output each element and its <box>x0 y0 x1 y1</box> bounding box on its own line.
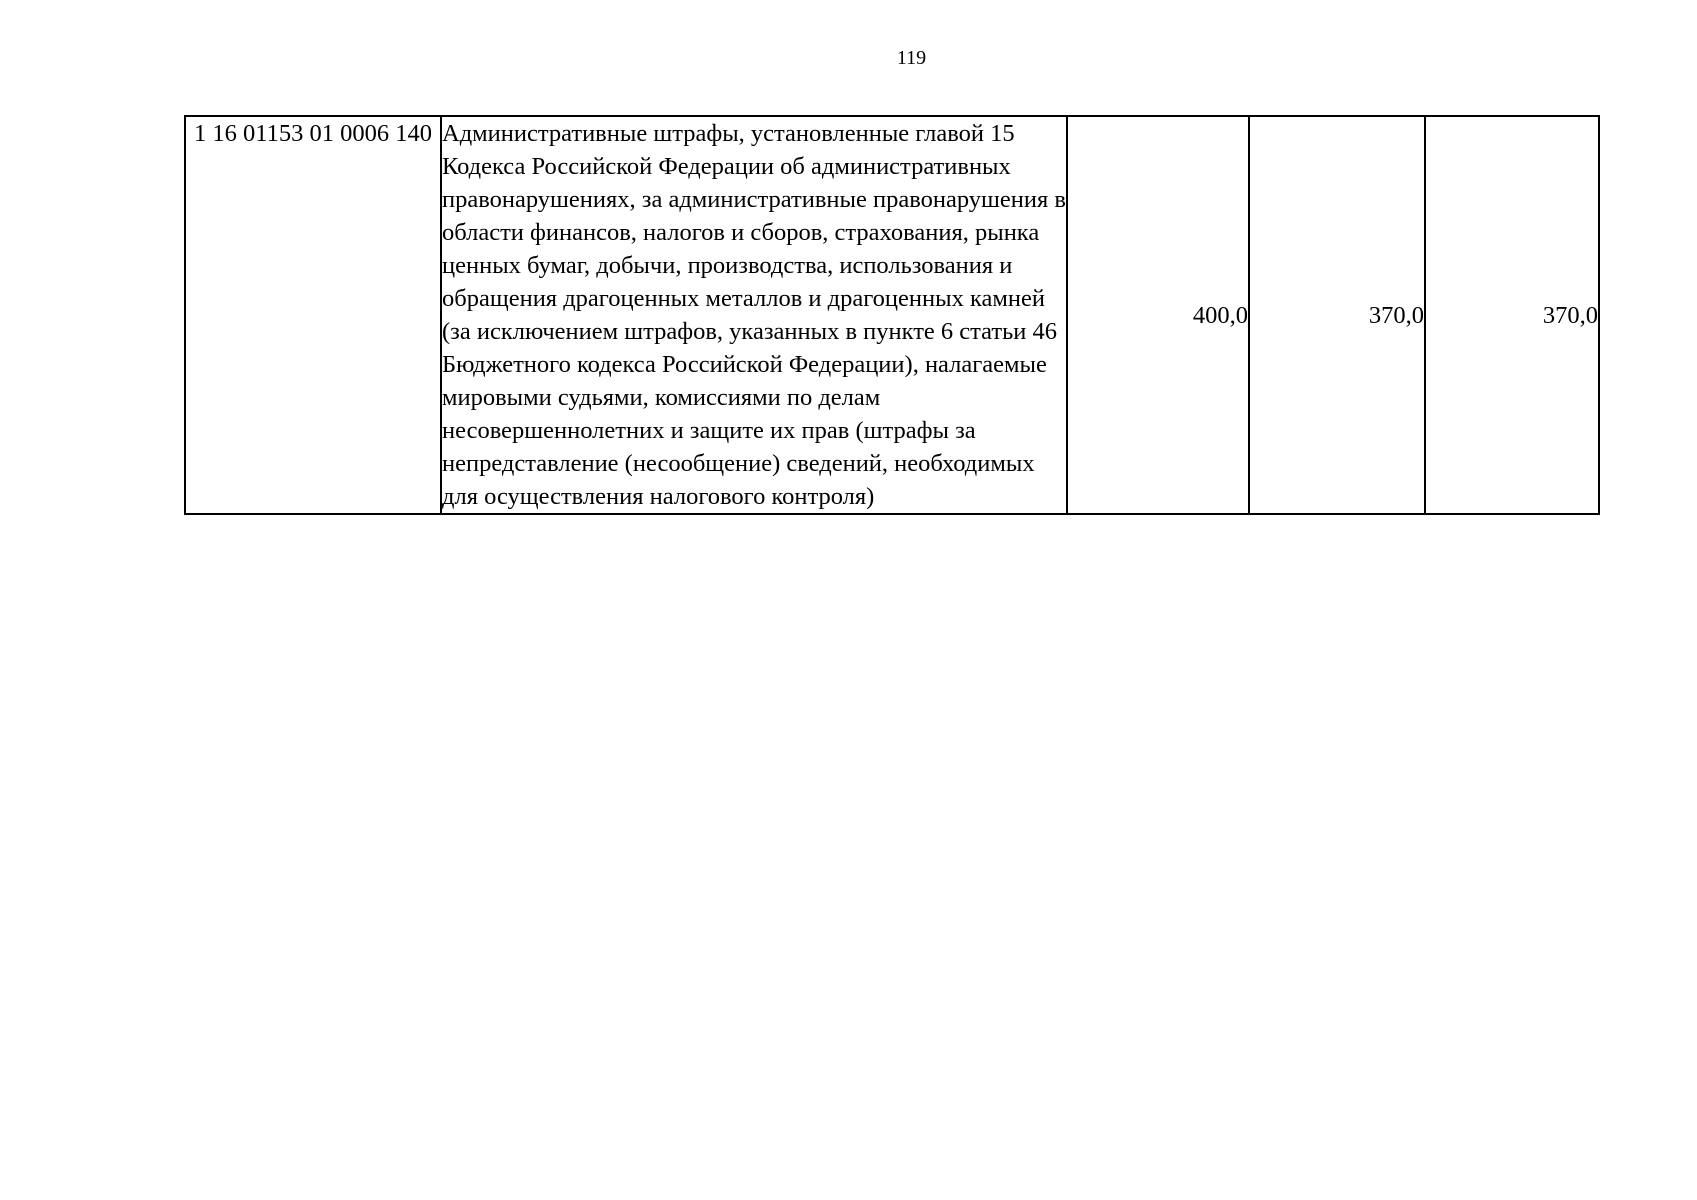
amount-year-1: 400,0 <box>1067 116 1249 514</box>
page-number: 119 <box>896 47 927 69</box>
table-row <box>185 116 1599 514</box>
budget-table <box>184 115 1600 515</box>
amount-year-3: 370,0 <box>1425 116 1599 514</box>
budget-classification-code: 1 16 01153 01 0006 140 <box>185 116 441 514</box>
amount-year-2: 370,0 <box>1249 116 1425 514</box>
income-description: Административные штрафы, установленные главой 15 Кодекса Российской Федерации об административных правонарушениях, за административные правонарушения в области финансов, налогов и сборов, страхования, рынка ценных бумаг, добычи, производства, использования и обращения драгоценных металлов и драгоценных камней (за исключением штрафов, указанных в пункте 6 статьи 46 Бюджетного кодекса Российской Федерации), налагаемые мировыми судьями, комиссиями по делам несовершеннолетних и защите их прав (штрафы за непредставление (несообщение) сведений, необходимых для осуществления налогового контроля) <box>441 116 1067 514</box>
